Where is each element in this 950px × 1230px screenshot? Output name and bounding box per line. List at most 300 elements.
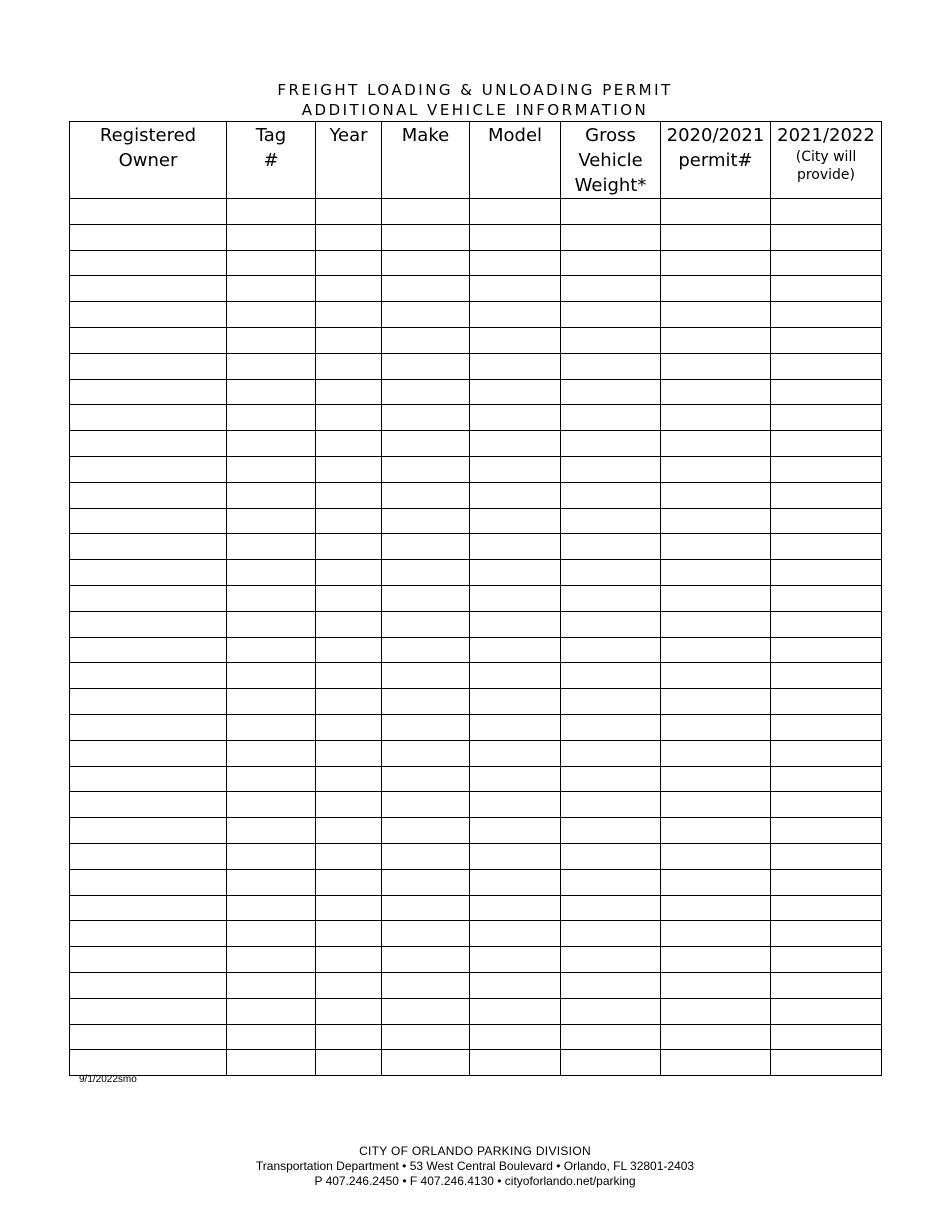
table-cell[interactable] bbox=[561, 714, 661, 740]
table-cell[interactable] bbox=[227, 224, 316, 250]
table-cell[interactable] bbox=[227, 998, 316, 1024]
table-cell[interactable] bbox=[561, 560, 661, 586]
table-cell[interactable] bbox=[227, 199, 316, 225]
table-cell[interactable] bbox=[771, 921, 882, 947]
table-cell[interactable] bbox=[382, 637, 470, 663]
table-cell[interactable] bbox=[382, 405, 470, 431]
table-cell[interactable] bbox=[771, 611, 882, 637]
table-cell[interactable] bbox=[316, 327, 382, 353]
table-cell[interactable] bbox=[661, 534, 771, 560]
table-cell[interactable] bbox=[382, 302, 470, 328]
table-cell[interactable] bbox=[227, 689, 316, 715]
table-cell[interactable] bbox=[70, 818, 227, 844]
table-cell[interactable] bbox=[316, 224, 382, 250]
table-cell[interactable] bbox=[316, 895, 382, 921]
table-cell[interactable] bbox=[382, 276, 470, 302]
table-cell[interactable] bbox=[382, 353, 470, 379]
table-cell[interactable] bbox=[227, 327, 316, 353]
table-cell[interactable] bbox=[470, 689, 561, 715]
table-cell[interactable] bbox=[70, 224, 227, 250]
table-cell[interactable] bbox=[70, 456, 227, 482]
table-cell[interactable] bbox=[316, 534, 382, 560]
table-cell[interactable] bbox=[316, 1050, 382, 1076]
table-cell[interactable] bbox=[771, 689, 882, 715]
table-cell[interactable] bbox=[470, 766, 561, 792]
table-row bbox=[70, 250, 882, 276]
table-cell[interactable] bbox=[227, 508, 316, 534]
table-cell[interactable] bbox=[70, 921, 227, 947]
table-cell[interactable] bbox=[316, 302, 382, 328]
table-cell[interactable] bbox=[470, 637, 561, 663]
table-cell[interactable] bbox=[561, 663, 661, 689]
table-cell[interactable] bbox=[561, 740, 661, 766]
table-cell[interactable] bbox=[561, 585, 661, 611]
table-cell[interactable] bbox=[227, 482, 316, 508]
table-cell[interactable] bbox=[316, 869, 382, 895]
table-cell[interactable] bbox=[561, 250, 661, 276]
table-cell[interactable] bbox=[70, 972, 227, 998]
table-cell[interactable] bbox=[661, 998, 771, 1024]
table-cell[interactable] bbox=[470, 224, 561, 250]
table-cell[interactable] bbox=[382, 456, 470, 482]
table-cell[interactable] bbox=[661, 766, 771, 792]
table-row bbox=[70, 740, 882, 766]
table-cell[interactable] bbox=[561, 405, 661, 431]
table-cell[interactable] bbox=[316, 818, 382, 844]
table-cell[interactable] bbox=[771, 276, 882, 302]
table-cell[interactable] bbox=[382, 199, 470, 225]
table-cell[interactable] bbox=[561, 843, 661, 869]
table-cell[interactable] bbox=[470, 869, 561, 895]
table-cell[interactable] bbox=[561, 353, 661, 379]
table-cell[interactable] bbox=[771, 998, 882, 1024]
table-cell[interactable] bbox=[70, 482, 227, 508]
table-cell[interactable] bbox=[227, 895, 316, 921]
table-cell[interactable] bbox=[771, 740, 882, 766]
table-cell[interactable] bbox=[70, 508, 227, 534]
table-row bbox=[70, 585, 882, 611]
table-cell[interactable] bbox=[227, 637, 316, 663]
table-row bbox=[70, 534, 882, 560]
table-cell[interactable] bbox=[661, 405, 771, 431]
table-cell[interactable] bbox=[561, 998, 661, 1024]
table-row bbox=[70, 199, 882, 225]
table-cell[interactable] bbox=[382, 1024, 470, 1050]
table-cell[interactable] bbox=[316, 405, 382, 431]
table-cell[interactable] bbox=[70, 998, 227, 1024]
table-row bbox=[70, 714, 882, 740]
table-cell[interactable] bbox=[470, 276, 561, 302]
table-cell[interactable] bbox=[661, 585, 771, 611]
table-cell[interactable] bbox=[316, 663, 382, 689]
table-cell[interactable] bbox=[227, 1050, 316, 1076]
table-cell[interactable] bbox=[70, 689, 227, 715]
table-cell[interactable] bbox=[661, 921, 771, 947]
table-cell[interactable] bbox=[470, 560, 561, 586]
table-cell[interactable] bbox=[316, 921, 382, 947]
table-cell[interactable] bbox=[771, 947, 882, 973]
table-cell[interactable] bbox=[316, 353, 382, 379]
table-cell[interactable] bbox=[661, 456, 771, 482]
table-cell[interactable] bbox=[316, 843, 382, 869]
table-cell[interactable] bbox=[771, 379, 882, 405]
table-cell[interactable] bbox=[70, 663, 227, 689]
table-row bbox=[70, 895, 882, 921]
table-cell[interactable] bbox=[382, 895, 470, 921]
table-cell[interactable] bbox=[316, 199, 382, 225]
table-cell[interactable] bbox=[70, 405, 227, 431]
table-cell[interactable] bbox=[661, 818, 771, 844]
table-row bbox=[70, 689, 882, 715]
table-cell[interactable] bbox=[227, 250, 316, 276]
table-cell[interactable] bbox=[227, 792, 316, 818]
table-cell[interactable] bbox=[771, 431, 882, 457]
table-cell[interactable] bbox=[316, 482, 382, 508]
table-cell[interactable] bbox=[316, 947, 382, 973]
header-registered-owner: Registered Owner bbox=[70, 122, 227, 199]
table-cell[interactable] bbox=[316, 560, 382, 586]
table-cell[interactable] bbox=[70, 560, 227, 586]
table-cell[interactable] bbox=[227, 947, 316, 973]
table-cell[interactable] bbox=[382, 740, 470, 766]
table-cell[interactable] bbox=[470, 663, 561, 689]
table-cell[interactable] bbox=[227, 714, 316, 740]
table-cell[interactable] bbox=[382, 921, 470, 947]
table-cell[interactable] bbox=[382, 534, 470, 560]
table-cell[interactable] bbox=[771, 250, 882, 276]
table-cell[interactable] bbox=[227, 353, 316, 379]
table-row bbox=[70, 843, 882, 869]
header-gross-vehicle-weight: Gross Vehicle Weight* bbox=[561, 122, 661, 199]
table-cell[interactable] bbox=[561, 766, 661, 792]
table-cell[interactable] bbox=[771, 560, 882, 586]
table-cell[interactable] bbox=[771, 508, 882, 534]
table-cell[interactable] bbox=[227, 740, 316, 766]
table-cell[interactable] bbox=[70, 276, 227, 302]
table-cell[interactable] bbox=[561, 792, 661, 818]
table-row bbox=[70, 766, 882, 792]
table-cell[interactable] bbox=[561, 534, 661, 560]
table-cell[interactable] bbox=[661, 1024, 771, 1050]
table-cell[interactable] bbox=[561, 611, 661, 637]
table-cell[interactable] bbox=[227, 534, 316, 560]
table-cell[interactable] bbox=[561, 921, 661, 947]
table-cell[interactable] bbox=[470, 895, 561, 921]
table-cell[interactable] bbox=[470, 947, 561, 973]
table-cell[interactable] bbox=[382, 1050, 470, 1076]
table-row bbox=[70, 818, 882, 844]
table-cell[interactable] bbox=[316, 972, 382, 998]
table-cell[interactable] bbox=[561, 199, 661, 225]
table-cell[interactable] bbox=[771, 818, 882, 844]
table-cell[interactable] bbox=[561, 895, 661, 921]
table-cell[interactable] bbox=[771, 766, 882, 792]
table-cell[interactable] bbox=[771, 895, 882, 921]
table-cell[interactable] bbox=[382, 611, 470, 637]
table-cell[interactable] bbox=[470, 250, 561, 276]
table-cell[interactable] bbox=[661, 869, 771, 895]
table-cell[interactable] bbox=[382, 327, 470, 353]
table-cell[interactable] bbox=[70, 843, 227, 869]
table-cell[interactable] bbox=[227, 585, 316, 611]
table-cell[interactable] bbox=[382, 379, 470, 405]
table-cell[interactable] bbox=[771, 1024, 882, 1050]
table-cell[interactable] bbox=[771, 456, 882, 482]
table-cell[interactable] bbox=[470, 843, 561, 869]
table-cell[interactable] bbox=[227, 611, 316, 637]
table-cell[interactable] bbox=[561, 1024, 661, 1050]
table-cell[interactable] bbox=[470, 456, 561, 482]
table-cell[interactable] bbox=[771, 302, 882, 328]
table-cell[interactable] bbox=[227, 405, 316, 431]
table-cell[interactable] bbox=[316, 740, 382, 766]
table-cell[interactable] bbox=[561, 869, 661, 895]
table-cell[interactable] bbox=[227, 921, 316, 947]
table-cell[interactable] bbox=[661, 843, 771, 869]
table-cell[interactable] bbox=[470, 353, 561, 379]
table-cell[interactable] bbox=[771, 482, 882, 508]
table-row bbox=[70, 921, 882, 947]
table-cell[interactable] bbox=[382, 947, 470, 973]
table-cell[interactable] bbox=[70, 534, 227, 560]
table-cell[interactable] bbox=[70, 1050, 227, 1076]
table-cell[interactable] bbox=[661, 224, 771, 250]
table-cell[interactable] bbox=[771, 327, 882, 353]
table-cell[interactable] bbox=[70, 199, 227, 225]
table-cell[interactable] bbox=[470, 998, 561, 1024]
table-cell[interactable] bbox=[227, 560, 316, 586]
table-cell[interactable] bbox=[771, 1050, 882, 1076]
table-cell[interactable] bbox=[70, 611, 227, 637]
table-cell[interactable] bbox=[771, 224, 882, 250]
table-cell[interactable] bbox=[561, 224, 661, 250]
table-cell[interactable] bbox=[470, 327, 561, 353]
footer-contact: P 407.246.2450 • F 407.246.4130 • cityoforlando.net/parking bbox=[314, 1174, 636, 1188]
table-cell[interactable] bbox=[70, 792, 227, 818]
table-cell[interactable] bbox=[661, 689, 771, 715]
table-cell[interactable] bbox=[470, 379, 561, 405]
table-cell[interactable] bbox=[470, 508, 561, 534]
table-cell[interactable] bbox=[661, 947, 771, 973]
table-cell[interactable] bbox=[316, 508, 382, 534]
table-cell[interactable] bbox=[470, 972, 561, 998]
table-cell[interactable] bbox=[561, 327, 661, 353]
table-cell[interactable] bbox=[561, 379, 661, 405]
table-cell[interactable] bbox=[771, 405, 882, 431]
table-cell[interactable] bbox=[316, 714, 382, 740]
table-cell[interactable] bbox=[382, 792, 470, 818]
table-cell[interactable] bbox=[661, 482, 771, 508]
table-cell[interactable] bbox=[470, 1050, 561, 1076]
table-cell[interactable] bbox=[661, 379, 771, 405]
table-cell[interactable] bbox=[382, 560, 470, 586]
table-cell[interactable] bbox=[316, 456, 382, 482]
table-cell[interactable] bbox=[771, 199, 882, 225]
form-subtitle: ADDITIONAL VEHICLE INFORMATION bbox=[301, 101, 649, 119]
table-cell[interactable] bbox=[316, 611, 382, 637]
table-cell[interactable] bbox=[771, 843, 882, 869]
table-cell[interactable] bbox=[70, 895, 227, 921]
table-cell[interactable] bbox=[382, 663, 470, 689]
form-revision-code: 9/1/2022smo bbox=[79, 1074, 137, 1085]
table-cell[interactable] bbox=[561, 456, 661, 482]
table-cell[interactable] bbox=[661, 276, 771, 302]
table-cell[interactable] bbox=[561, 972, 661, 998]
table-cell[interactable] bbox=[227, 843, 316, 869]
table-cell[interactable] bbox=[382, 972, 470, 998]
table-cell[interactable] bbox=[771, 714, 882, 740]
table-cell[interactable] bbox=[661, 250, 771, 276]
table-cell[interactable] bbox=[771, 353, 882, 379]
table-row bbox=[70, 327, 882, 353]
table-cell[interactable] bbox=[470, 405, 561, 431]
table-cell[interactable] bbox=[661, 895, 771, 921]
table-cell[interactable] bbox=[470, 199, 561, 225]
table-cell[interactable] bbox=[661, 560, 771, 586]
table-cell[interactable] bbox=[227, 276, 316, 302]
table-cell[interactable] bbox=[771, 663, 882, 689]
table-cell[interactable] bbox=[70, 302, 227, 328]
table-row bbox=[70, 869, 882, 895]
table-cell[interactable] bbox=[316, 431, 382, 457]
table-cell[interactable] bbox=[227, 818, 316, 844]
table-cell[interactable] bbox=[771, 534, 882, 560]
table-cell[interactable] bbox=[661, 353, 771, 379]
table-cell[interactable] bbox=[561, 637, 661, 663]
table-cell[interactable] bbox=[382, 508, 470, 534]
table-cell[interactable] bbox=[661, 302, 771, 328]
table-cell[interactable] bbox=[316, 1024, 382, 1050]
table-cell[interactable] bbox=[561, 482, 661, 508]
footer-division: CITY OF ORLANDO PARKING DIVISION bbox=[359, 1144, 591, 1158]
table-cell[interactable] bbox=[382, 585, 470, 611]
table-cell[interactable] bbox=[382, 714, 470, 740]
table-cell[interactable] bbox=[227, 456, 316, 482]
table-cell[interactable] bbox=[771, 972, 882, 998]
table-cell[interactable] bbox=[661, 611, 771, 637]
header-model: Model bbox=[470, 122, 561, 199]
table-cell[interactable] bbox=[70, 353, 227, 379]
table-cell[interactable] bbox=[70, 766, 227, 792]
table-cell[interactable] bbox=[771, 869, 882, 895]
table-cell[interactable] bbox=[382, 250, 470, 276]
table-cell[interactable] bbox=[70, 947, 227, 973]
table-row bbox=[70, 405, 882, 431]
table-cell[interactable] bbox=[227, 1024, 316, 1050]
table-cell[interactable] bbox=[70, 637, 227, 663]
table-cell[interactable] bbox=[561, 947, 661, 973]
table-cell[interactable] bbox=[382, 224, 470, 250]
table-cell[interactable] bbox=[470, 611, 561, 637]
table-cell[interactable] bbox=[227, 766, 316, 792]
table-cell[interactable] bbox=[316, 379, 382, 405]
table-cell[interactable] bbox=[561, 818, 661, 844]
table-cell[interactable] bbox=[470, 302, 561, 328]
table-cell[interactable] bbox=[661, 972, 771, 998]
table-cell[interactable] bbox=[227, 379, 316, 405]
table-cell[interactable] bbox=[316, 585, 382, 611]
table-cell[interactable] bbox=[771, 585, 882, 611]
table-cell[interactable] bbox=[316, 766, 382, 792]
table-cell[interactable] bbox=[70, 327, 227, 353]
table-cell[interactable] bbox=[470, 792, 561, 818]
table-cell[interactable] bbox=[561, 302, 661, 328]
table-cell[interactable] bbox=[661, 714, 771, 740]
table-cell[interactable] bbox=[70, 1024, 227, 1050]
table-cell[interactable] bbox=[70, 431, 227, 457]
table-cell[interactable] bbox=[470, 740, 561, 766]
table-cell[interactable] bbox=[771, 637, 882, 663]
table-cell[interactable] bbox=[70, 714, 227, 740]
table-cell[interactable] bbox=[382, 843, 470, 869]
table-cell[interactable] bbox=[316, 998, 382, 1024]
table-cell[interactable] bbox=[316, 689, 382, 715]
table-cell[interactable] bbox=[316, 637, 382, 663]
table-cell[interactable] bbox=[382, 766, 470, 792]
table-cell[interactable] bbox=[661, 1050, 771, 1076]
table-cell[interactable] bbox=[227, 302, 316, 328]
table-cell[interactable] bbox=[470, 585, 561, 611]
table-cell[interactable] bbox=[382, 818, 470, 844]
table-cell[interactable] bbox=[771, 792, 882, 818]
table-cell[interactable] bbox=[70, 250, 227, 276]
header-make: Make bbox=[382, 122, 470, 199]
table-cell[interactable] bbox=[227, 869, 316, 895]
table-cell[interactable] bbox=[561, 431, 661, 457]
table-cell[interactable] bbox=[661, 792, 771, 818]
table-cell[interactable] bbox=[470, 431, 561, 457]
table-cell[interactable] bbox=[70, 869, 227, 895]
table-cell[interactable] bbox=[470, 818, 561, 844]
table-cell[interactable] bbox=[70, 740, 227, 766]
table-cell[interactable] bbox=[661, 663, 771, 689]
table-cell[interactable] bbox=[661, 199, 771, 225]
table-cell[interactable] bbox=[561, 508, 661, 534]
table-cell[interactable] bbox=[661, 740, 771, 766]
table-body bbox=[70, 199, 882, 1076]
table-cell[interactable] bbox=[470, 714, 561, 740]
table-cell[interactable] bbox=[661, 431, 771, 457]
table-cell[interactable] bbox=[382, 869, 470, 895]
table-cell[interactable] bbox=[227, 431, 316, 457]
table-cell[interactable] bbox=[470, 921, 561, 947]
table-cell[interactable] bbox=[661, 327, 771, 353]
table-row bbox=[70, 611, 882, 637]
table-row bbox=[70, 1050, 882, 1076]
table-cell[interactable] bbox=[316, 250, 382, 276]
table-cell[interactable] bbox=[382, 431, 470, 457]
table-cell[interactable] bbox=[470, 534, 561, 560]
table-cell[interactable] bbox=[70, 379, 227, 405]
header-2021-2022: 2021/2022 (City will provide) bbox=[771, 122, 882, 199]
table-cell[interactable] bbox=[382, 998, 470, 1024]
table-cell[interactable] bbox=[382, 482, 470, 508]
table-cell[interactable] bbox=[382, 689, 470, 715]
table-cell[interactable] bbox=[227, 972, 316, 998]
table-cell[interactable] bbox=[561, 689, 661, 715]
table-cell[interactable] bbox=[661, 508, 771, 534]
table-cell[interactable] bbox=[316, 792, 382, 818]
table-cell[interactable] bbox=[470, 1024, 561, 1050]
table-cell[interactable] bbox=[661, 637, 771, 663]
table-cell[interactable] bbox=[227, 663, 316, 689]
table-cell[interactable] bbox=[561, 276, 661, 302]
table-cell[interactable] bbox=[470, 482, 561, 508]
table-cell[interactable] bbox=[70, 585, 227, 611]
table-row bbox=[70, 302, 882, 328]
table-cell[interactable] bbox=[316, 276, 382, 302]
table-cell[interactable] bbox=[561, 1050, 661, 1076]
